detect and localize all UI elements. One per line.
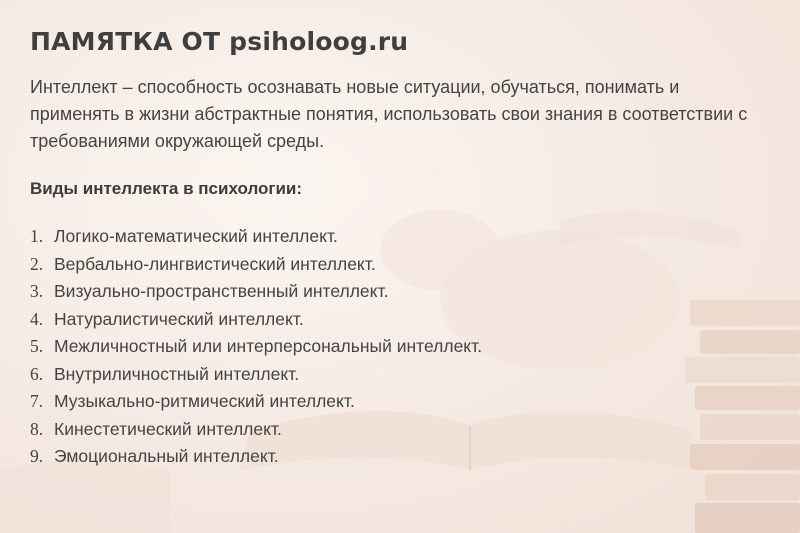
types-list xyxy=(30,223,770,471)
item-label: Межличностный или интерперсональный интеллект. xyxy=(54,336,483,356)
item-number: 5. xyxy=(30,336,44,356)
item-number: 3. xyxy=(30,281,44,301)
item-label: Эмоциональный интеллект. xyxy=(54,446,279,466)
memo-content xyxy=(30,22,770,471)
item-number: 7. xyxy=(30,391,44,411)
item-label: Кинестетический интеллект. xyxy=(54,418,282,439)
list-item xyxy=(30,361,770,389)
item-label: Визуально-пространственный интеллект. xyxy=(54,281,389,301)
list-item xyxy=(30,333,770,361)
list-item xyxy=(30,223,770,251)
item-label: Логико-математический интеллект. xyxy=(54,226,338,246)
list-item xyxy=(30,278,770,306)
item-number: 2. xyxy=(30,253,44,274)
item-number: 9. xyxy=(30,446,44,466)
list-item xyxy=(30,388,770,416)
list-item xyxy=(30,251,770,279)
page-title: ПАМЯТКА ОТ psiholoog.ru xyxy=(30,27,409,56)
intro-paragraph: Интеллект – способность осознавать новые ситуации, обучаться, понимать и применять в жизни абстрактные понятия, использовать свои знания в соответствии с требованиями окружающей среды. xyxy=(30,77,748,151)
list-item xyxy=(30,443,770,471)
list-item xyxy=(30,306,770,334)
types-heading: Виды интеллекта в психологии: xyxy=(30,179,303,198)
item-label: Натуралистический интеллект. xyxy=(54,308,304,329)
list-item xyxy=(30,416,770,444)
item-number: 6. xyxy=(30,363,44,384)
item-number: 8. xyxy=(30,418,44,439)
item-label: Внутриличностный интеллект. xyxy=(54,363,300,384)
item-number: 4. xyxy=(30,308,44,329)
item-label: Вербально-лингвистический интеллект. xyxy=(54,253,376,274)
item-label: Музыкально-ритмический интеллект. xyxy=(54,391,355,411)
item-number: 1. xyxy=(30,226,44,246)
